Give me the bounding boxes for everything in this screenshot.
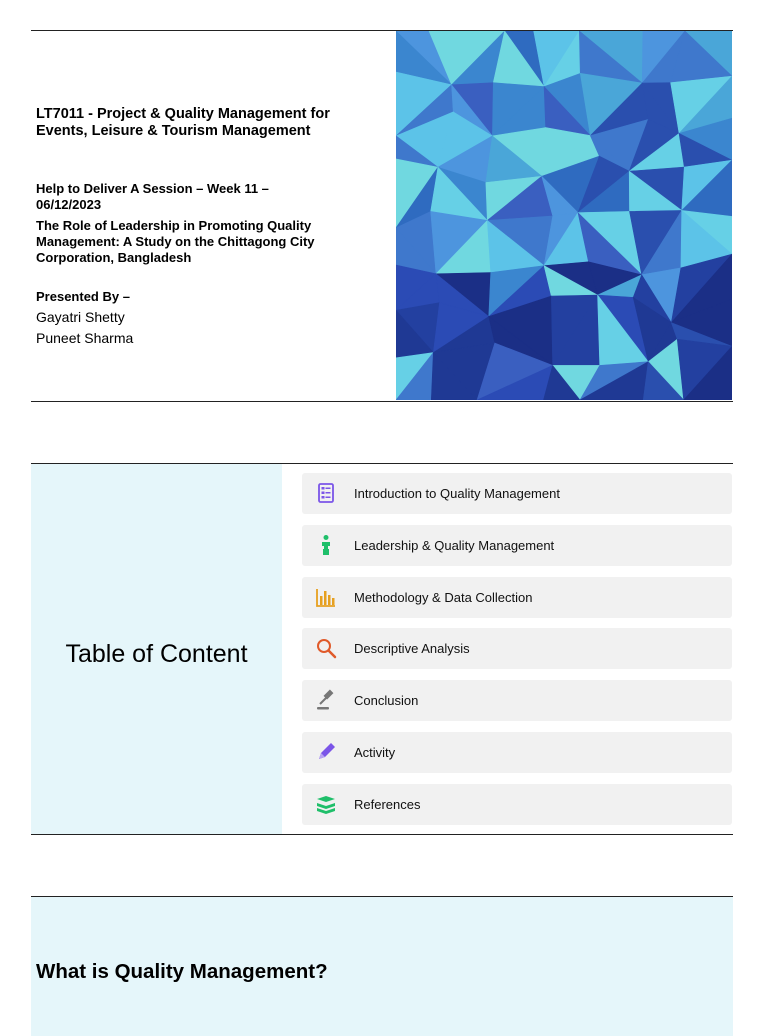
toc-item-label: Introduction to Quality Management <box>354 486 560 501</box>
toc-list <box>302 473 732 836</box>
magnifier-icon <box>315 637 337 659</box>
slide-heading: What is Quality Management? <box>36 960 328 983</box>
presenter-name: Puneet Sharma <box>36 330 134 346</box>
title-slide <box>31 30 733 402</box>
toc-item-introduction[interactable] <box>302 473 732 514</box>
toc-title-panel <box>31 464 282 834</box>
toc-item-label: Leadership & Quality Management <box>354 537 555 553</box>
low-poly-background-image <box>396 31 732 400</box>
toc-item-leadership[interactable] <box>302 525 732 566</box>
toc-item-conclusion[interactable] <box>302 680 732 721</box>
quality-management-slide <box>31 896 733 1036</box>
person-podium-icon <box>315 534 337 556</box>
study-title: The Role of Leadership in Promoting Quality Management: A Study on the Chittagong City Corporation, Bangladesh <box>36 218 315 265</box>
toc-item-label: Conclusion <box>354 693 419 709</box>
title-slide-text <box>36 31 391 401</box>
toc-item-label: Activity <box>354 744 396 760</box>
toc-title: Table of Content <box>65 640 248 668</box>
course-title: LT7011 - Project & Quality Management for Events, Leisure & Tourism Management <box>36 106 330 139</box>
table-of-content-slide <box>31 463 733 835</box>
toc-item-label: Methodology & Data Collection <box>354 589 533 605</box>
toc-item-label: References <box>354 796 421 812</box>
toc-item-references[interactable] <box>302 784 732 825</box>
toc-item-activity[interactable] <box>302 732 732 773</box>
presenter-name: Gayatri Shetty <box>36 309 125 325</box>
checklist-icon <box>315 482 337 504</box>
pencil-icon <box>315 741 337 763</box>
toc-item-methodology[interactable] <box>302 577 732 618</box>
toc-item-label: Descriptive Analysis <box>354 641 470 657</box>
books-stack-icon <box>315 793 337 815</box>
gavel-icon <box>315 689 337 711</box>
presented-by-label: Presented By – <box>36 289 130 304</box>
session-line: Help to Deliver A Session – Week 11 – 06/12/2023 <box>36 181 269 212</box>
toc-item-descriptive-analysis[interactable] <box>302 628 732 669</box>
bar-chart-icon <box>315 586 337 608</box>
